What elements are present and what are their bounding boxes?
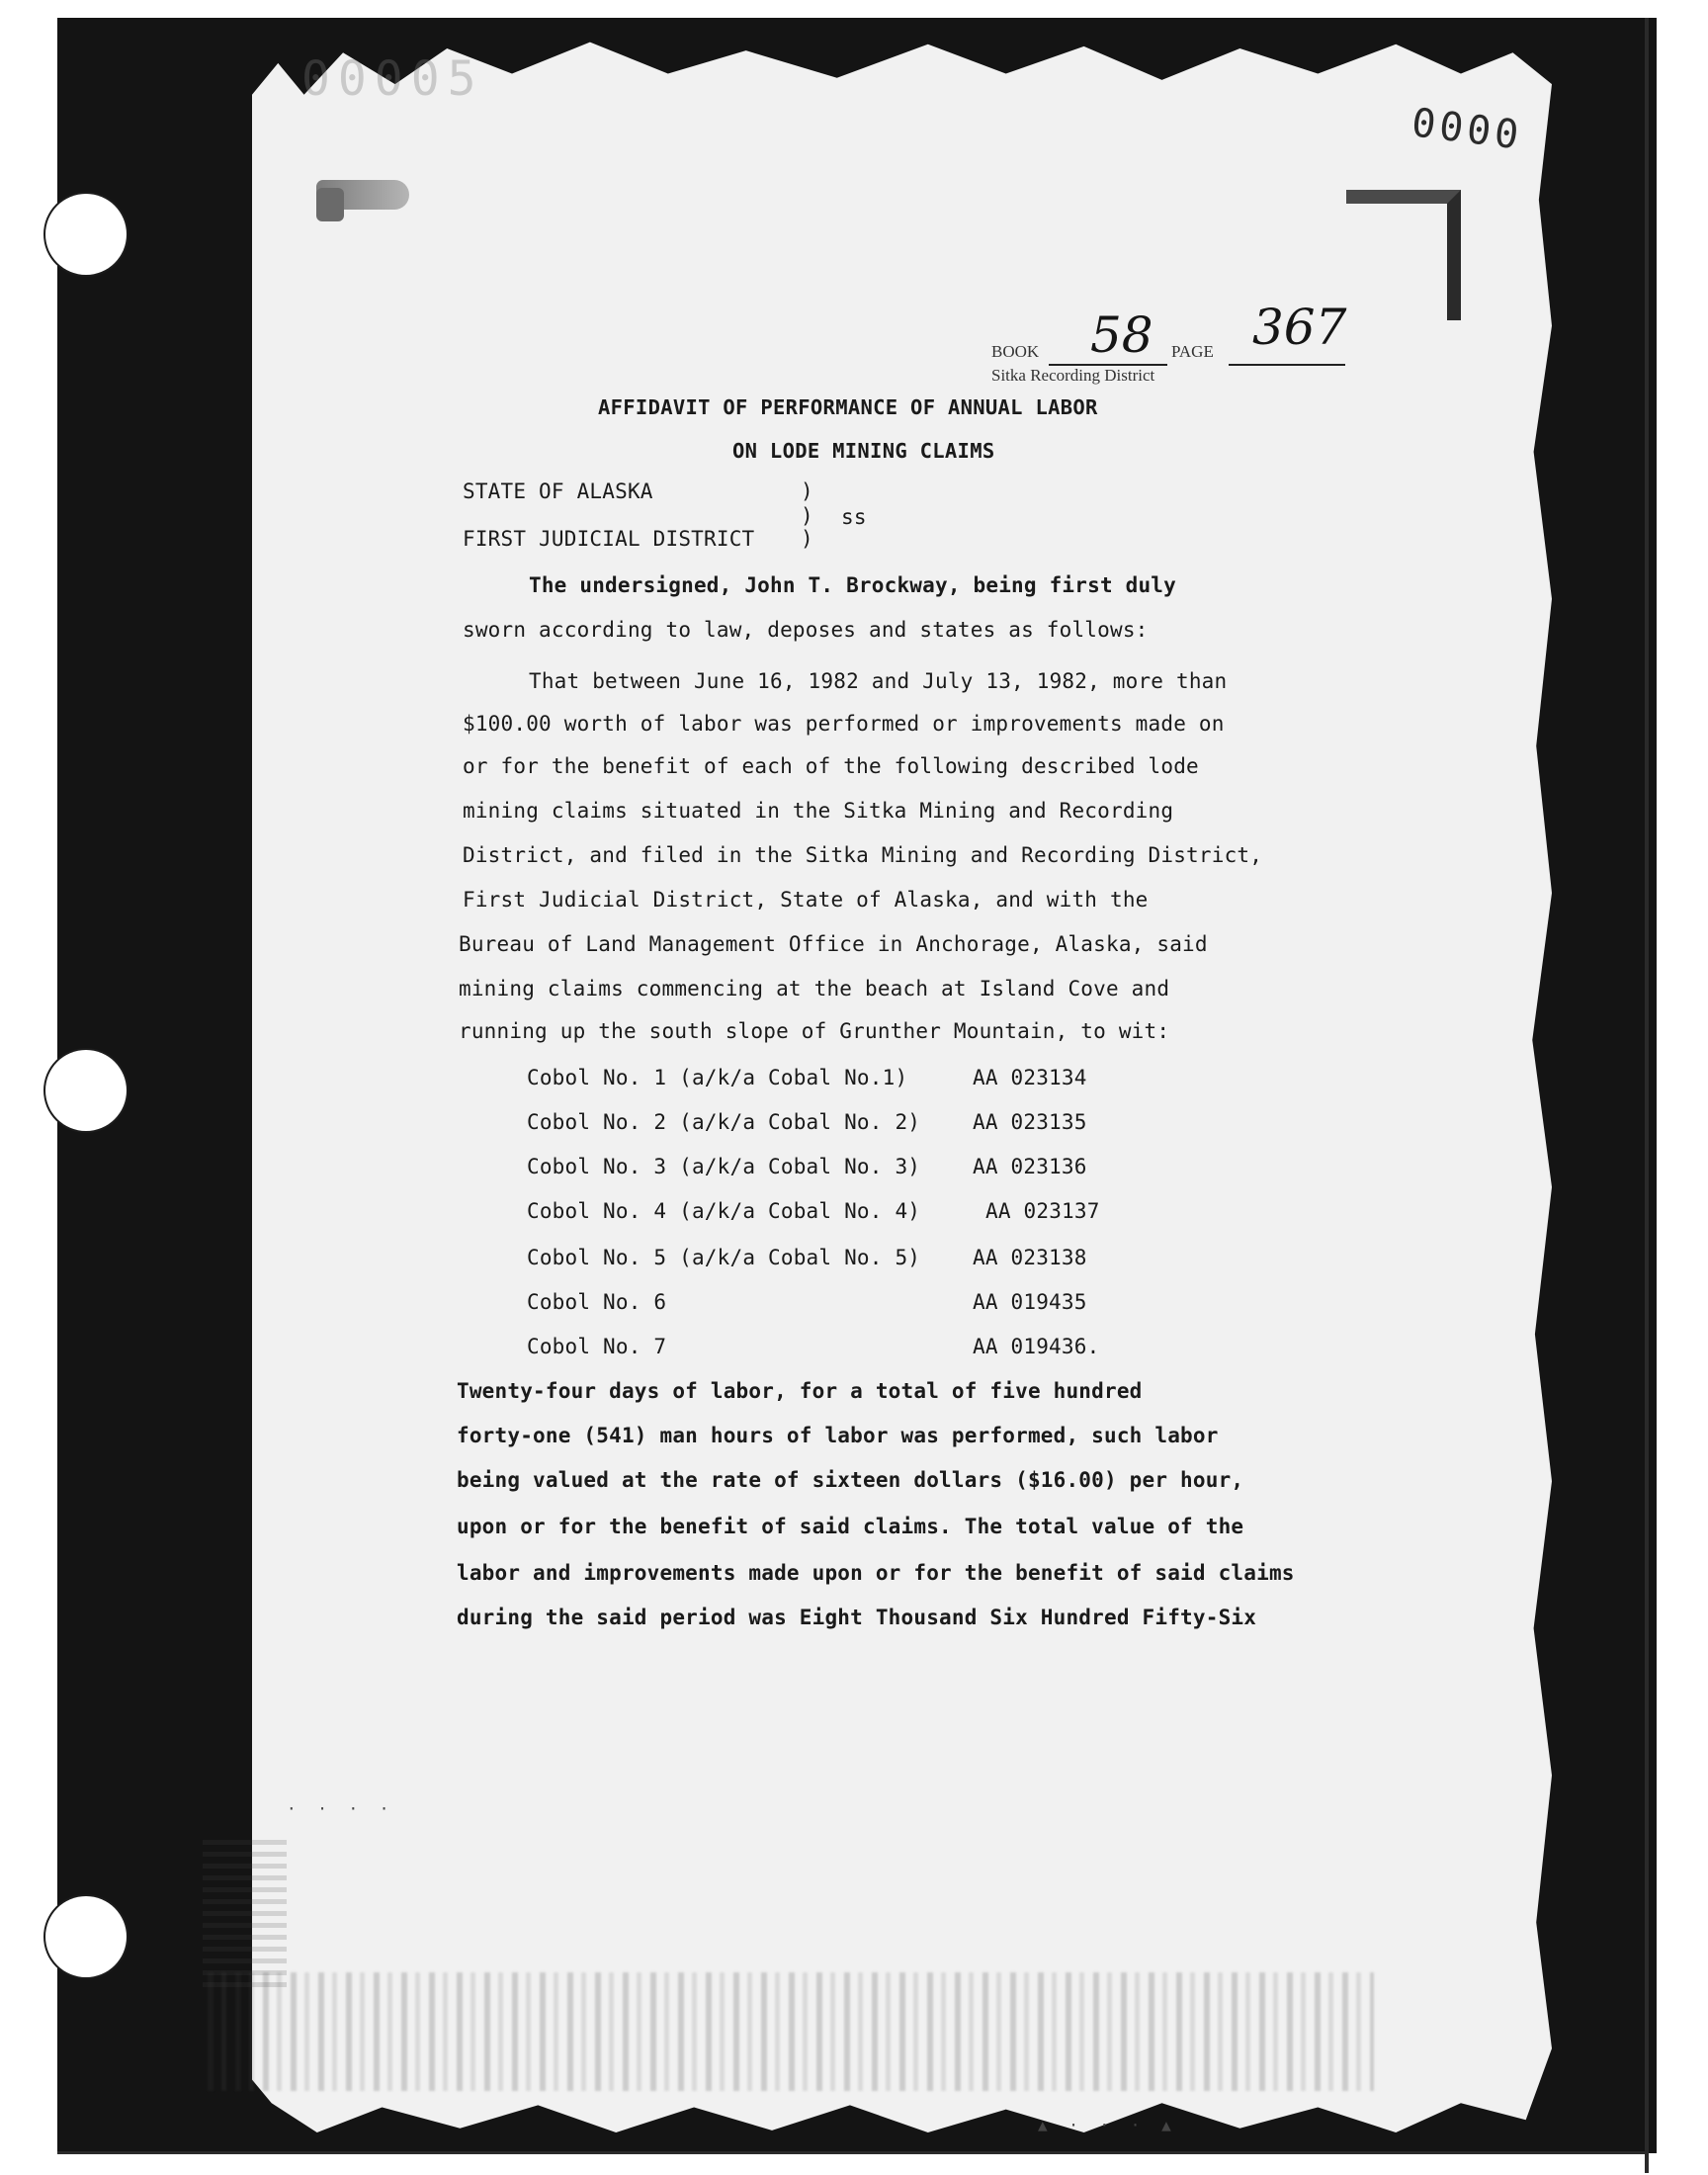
scan-edge-right [1645, 18, 1649, 2173]
scan-edge-bottom [57, 2151, 1649, 2154]
body-line: or for the benefit of each of the following described lode [463, 754, 1199, 778]
closing-line: being valued at the rate of sixteen dollars ($16.00) per hour, [457, 1468, 1244, 1492]
claim-name: Cobol No. 1 (a/k/a Cobal No.1) [527, 1066, 908, 1089]
claim-name: Cobol No. 3 (a/k/a Cobal No. 3) [527, 1155, 921, 1178]
closing-line: during the said period was Eight Thousand Six Hundred Fifty-Six [457, 1606, 1257, 1629]
body-line: District, and filed in the Sitka Mining and Recording District, [463, 843, 1263, 867]
venue-paren: ) [801, 504, 813, 528]
claim-serial: AA 023135 [973, 1110, 1087, 1134]
document-title: AFFIDAVIT OF PERFORMANCE OF ANNUAL LABOR [598, 395, 1098, 419]
body-line: running up the south slope of Grunther Mountain, to wit: [459, 1019, 1170, 1043]
page-label: PAGE [1171, 342, 1214, 361]
claim-name: Cobol No. 4 (a/k/a Cobal No. 4) [527, 1199, 921, 1223]
claim-name: Cobol No. 7 [527, 1335, 667, 1358]
scan-noise-dots: ▲ · · · ▲ [1038, 2116, 1177, 2134]
body-line: mining claims commencing at the beach at Island Cove and [459, 977, 1170, 1000]
binder-hole-bottom [45, 1896, 127, 1977]
claim-name: Cobol No. 2 (a/k/a Cobal No. 2) [527, 1110, 921, 1134]
claim-serial: AA 019435 [973, 1290, 1087, 1314]
ghost-stamp-number: 00005 [301, 51, 484, 107]
body-line: mining claims situated in the Sitka Mining and Recording [463, 799, 1174, 823]
recording-stamp [991, 299, 1347, 393]
binder-hole-middle [45, 1050, 127, 1131]
claim-name: Cobol No. 5 (a/k/a Cobal No. 5) [527, 1246, 921, 1269]
intro-line: sworn according to law, deposes and states as follows: [463, 618, 1149, 642]
venue-district: FIRST JUDICIAL DISTRICT [463, 527, 755, 551]
closing-line: labor and improvements made upon or for the benefit of said claims [457, 1561, 1295, 1585]
venue-paren: ) [801, 479, 813, 503]
venue-state: STATE OF ALASKA [463, 479, 653, 503]
closing-line: Twenty-four days of labor, for a total of five hundred [457, 1379, 1143, 1403]
claim-name: Cobol No. 6 [527, 1290, 667, 1314]
claim-serial: AA 019436. [973, 1335, 1100, 1358]
intro-line: The undersigned, John T. Brockway, being first duly [529, 573, 1176, 597]
binder-hole-top [45, 194, 127, 275]
district-label: Sitka Recording District [991, 366, 1155, 385]
body-line: First Judicial District, State of Alaska, and with the [463, 888, 1149, 912]
document-subtitle: ON LODE MINING CLAIMS [732, 439, 995, 463]
closing-line: upon or for the benefit of said claims. The total value of the [457, 1515, 1244, 1538]
claim-serial: AA 023136 [973, 1155, 1087, 1178]
left-smudge [203, 1839, 287, 1987]
claim-serial: AA 023134 [973, 1066, 1087, 1089]
venue-ss: ss [841, 505, 867, 529]
corner-stamp-number: 0000 [1409, 100, 1525, 159]
page-number: 367 [1252, 299, 1347, 356]
claim-serial: AA 023138 [973, 1246, 1087, 1269]
page-underline [1229, 364, 1345, 366]
venue-paren: ) [801, 527, 813, 551]
book-number: 58 [1090, 306, 1153, 364]
closing-line: forty-one (541) man hours of labor was performed, such labor [457, 1424, 1219, 1447]
clip-mark-left [316, 180, 409, 210]
book-label: BOOK [991, 342, 1040, 361]
body-line: $100.00 worth of labor was performed or improvements made on [463, 712, 1225, 736]
clip-mark-right [1346, 190, 1461, 320]
body-line: That between June 16, 1982 and July 13, 1982, more than [529, 669, 1228, 693]
bottom-smudge [208, 1972, 1374, 2091]
scan-noise-dots: · · · · [287, 1799, 395, 1818]
claim-serial: AA 023137 [985, 1199, 1100, 1223]
body-line: Bureau of Land Management Office in Anchorage, Alaska, said [459, 932, 1208, 956]
